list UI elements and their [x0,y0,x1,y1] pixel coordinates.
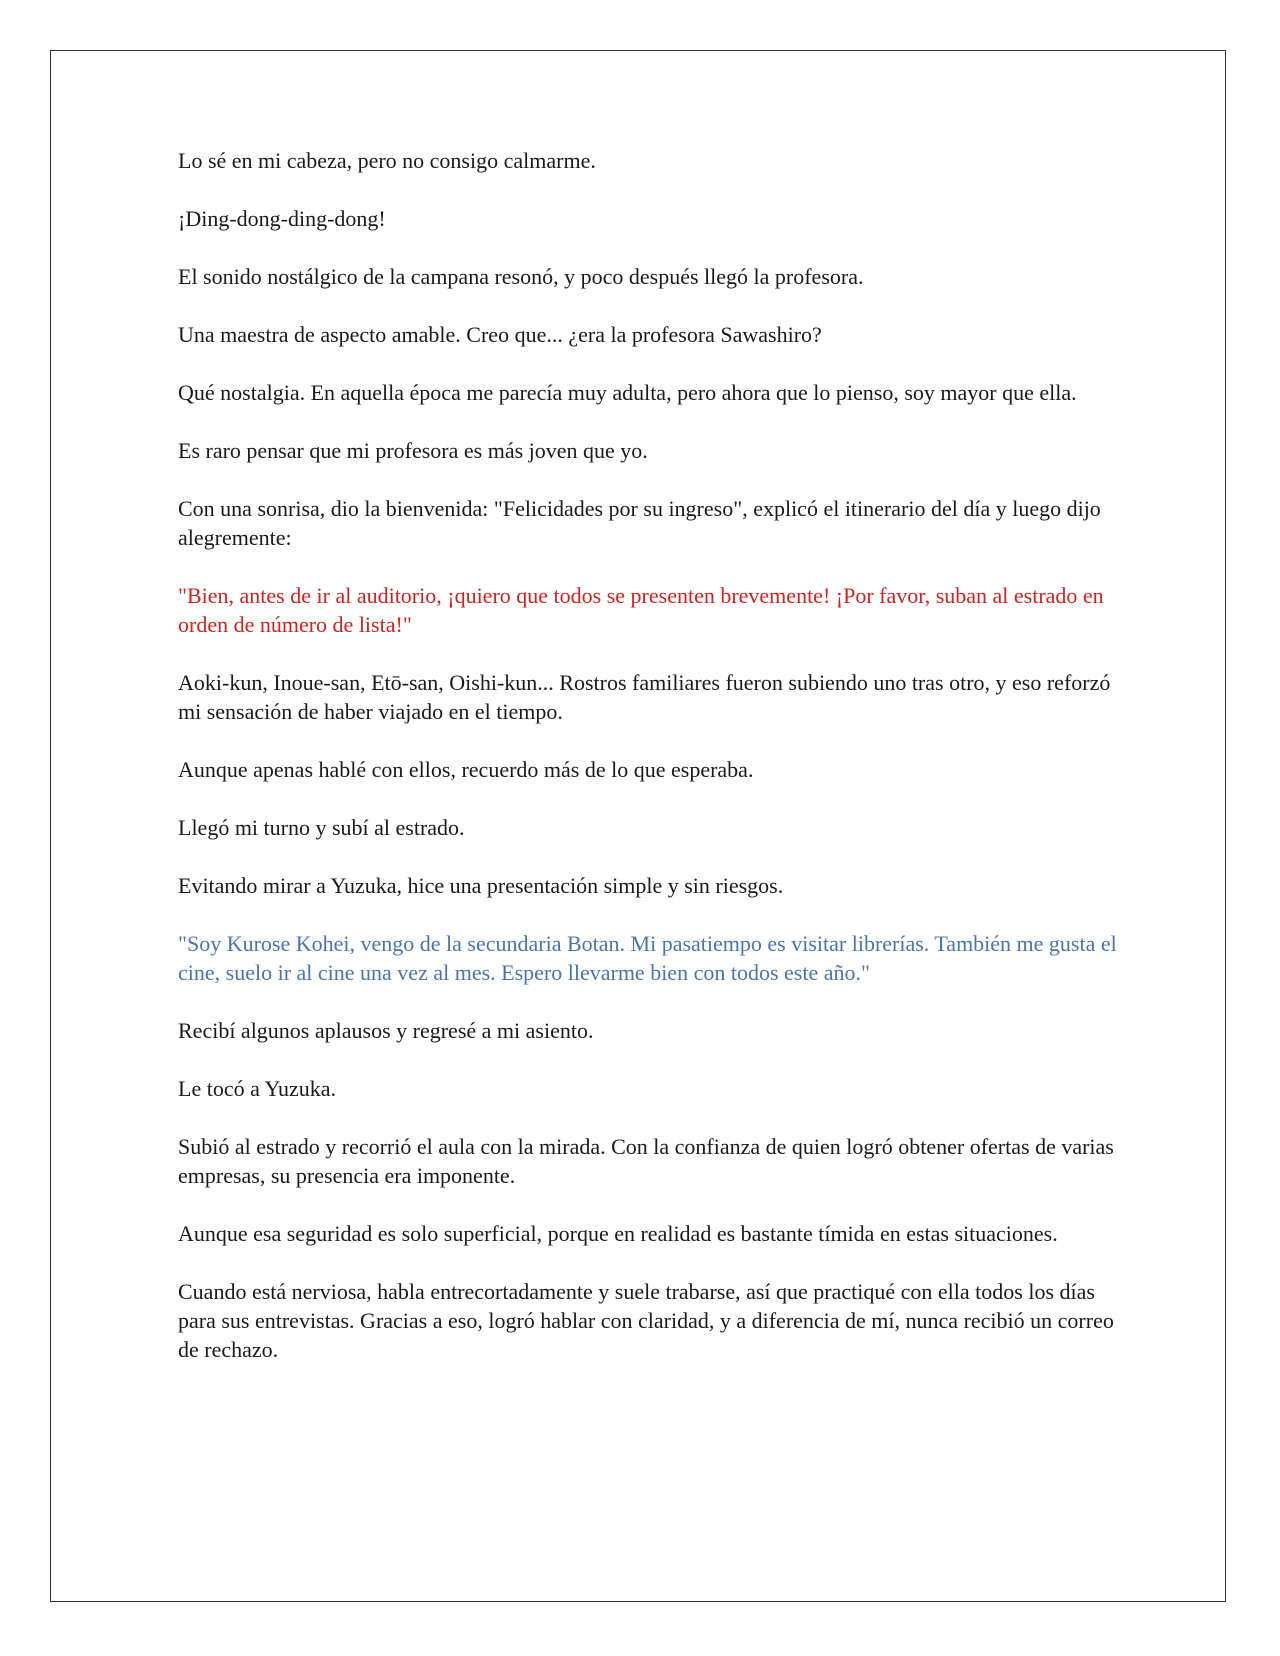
paragraph: Llegó mi turno y subí al estrado. [178,815,465,840]
paragraph: Aunque esa seguridad es solo superficial, porque en realidad es bastante tímida en estas situaciones. [178,1221,1058,1246]
paragraph: El sonido nostálgico de la campana resonó, y poco después llegó la profesora. [178,264,864,289]
paragraph: Aunque apenas hablé con ellos, recuerdo más de lo que esperaba. [178,757,754,782]
paragraph: Lo sé en mi cabeza, pero no consigo calmarme. [178,148,596,173]
paragraph: Con una sonrisa, dio la bienvenida: "Felicidades por su ingreso", explicó el itinerario del día y luego dijo alegremente: [178,496,1101,550]
paragraph: Subió al estrado y recorrió el aula con la mirada. Con la confianza de quien logró obtener ofertas de varias empresas, su presencia era imponente. [178,1134,1114,1188]
teacher-dialogue-paragraph: "Bien, antes de ir al auditorio, ¡quiero que todos se presenten brevemente! ¡Por favor, suban al estrado en orden de número de lista!" [178,583,1104,637]
narrator-dialogue-paragraph: "Soy Kurose Kohei, vengo de la secundaria Botan. Mi pasatiempo es visitar librerías. También me gusta el cine, suelo ir al cine una vez al mes. Espero llevarme bien con todos este año." [178,931,1117,985]
paragraph: ¡Ding-dong-ding-dong! [178,206,386,231]
document-body [178,146,1118,1393]
paragraph: Una maestra de aspecto amable. Creo que... ¿era la profesora Sawashiro? [178,322,822,347]
paragraph: Evitando mirar a Yuzuka, hice una presentación simple y sin riesgos. [178,873,784,898]
paragraph: Le tocó a Yuzuka. [178,1076,337,1101]
paragraph: Es raro pensar que mi profesora es más joven que yo. [178,438,648,463]
paragraph: Recibí algunos aplausos y regresé a mi asiento. [178,1018,594,1043]
page-frame [50,50,1226,1602]
paragraph: Qué nostalgia. En aquella época me parecía muy adulta, pero ahora que lo pienso, soy mayor que ella. [178,380,1077,405]
paragraph: Cuando está nerviosa, habla entrecortadamente y suele trabarse, así que practiqué con ella todos los días para sus entrevistas. Gracias a eso, logró hablar con claridad, y a diferencia de mí, nunca recibió un correo de rechazo. [178,1279,1114,1362]
paragraph: Aoki-kun, Inoue-san, Etō-san, Oishi-kun... Rostros familiares fueron subiendo uno tras otro, y eso reforzó mi sensación de haber viajado en el tiempo. [178,670,1111,724]
